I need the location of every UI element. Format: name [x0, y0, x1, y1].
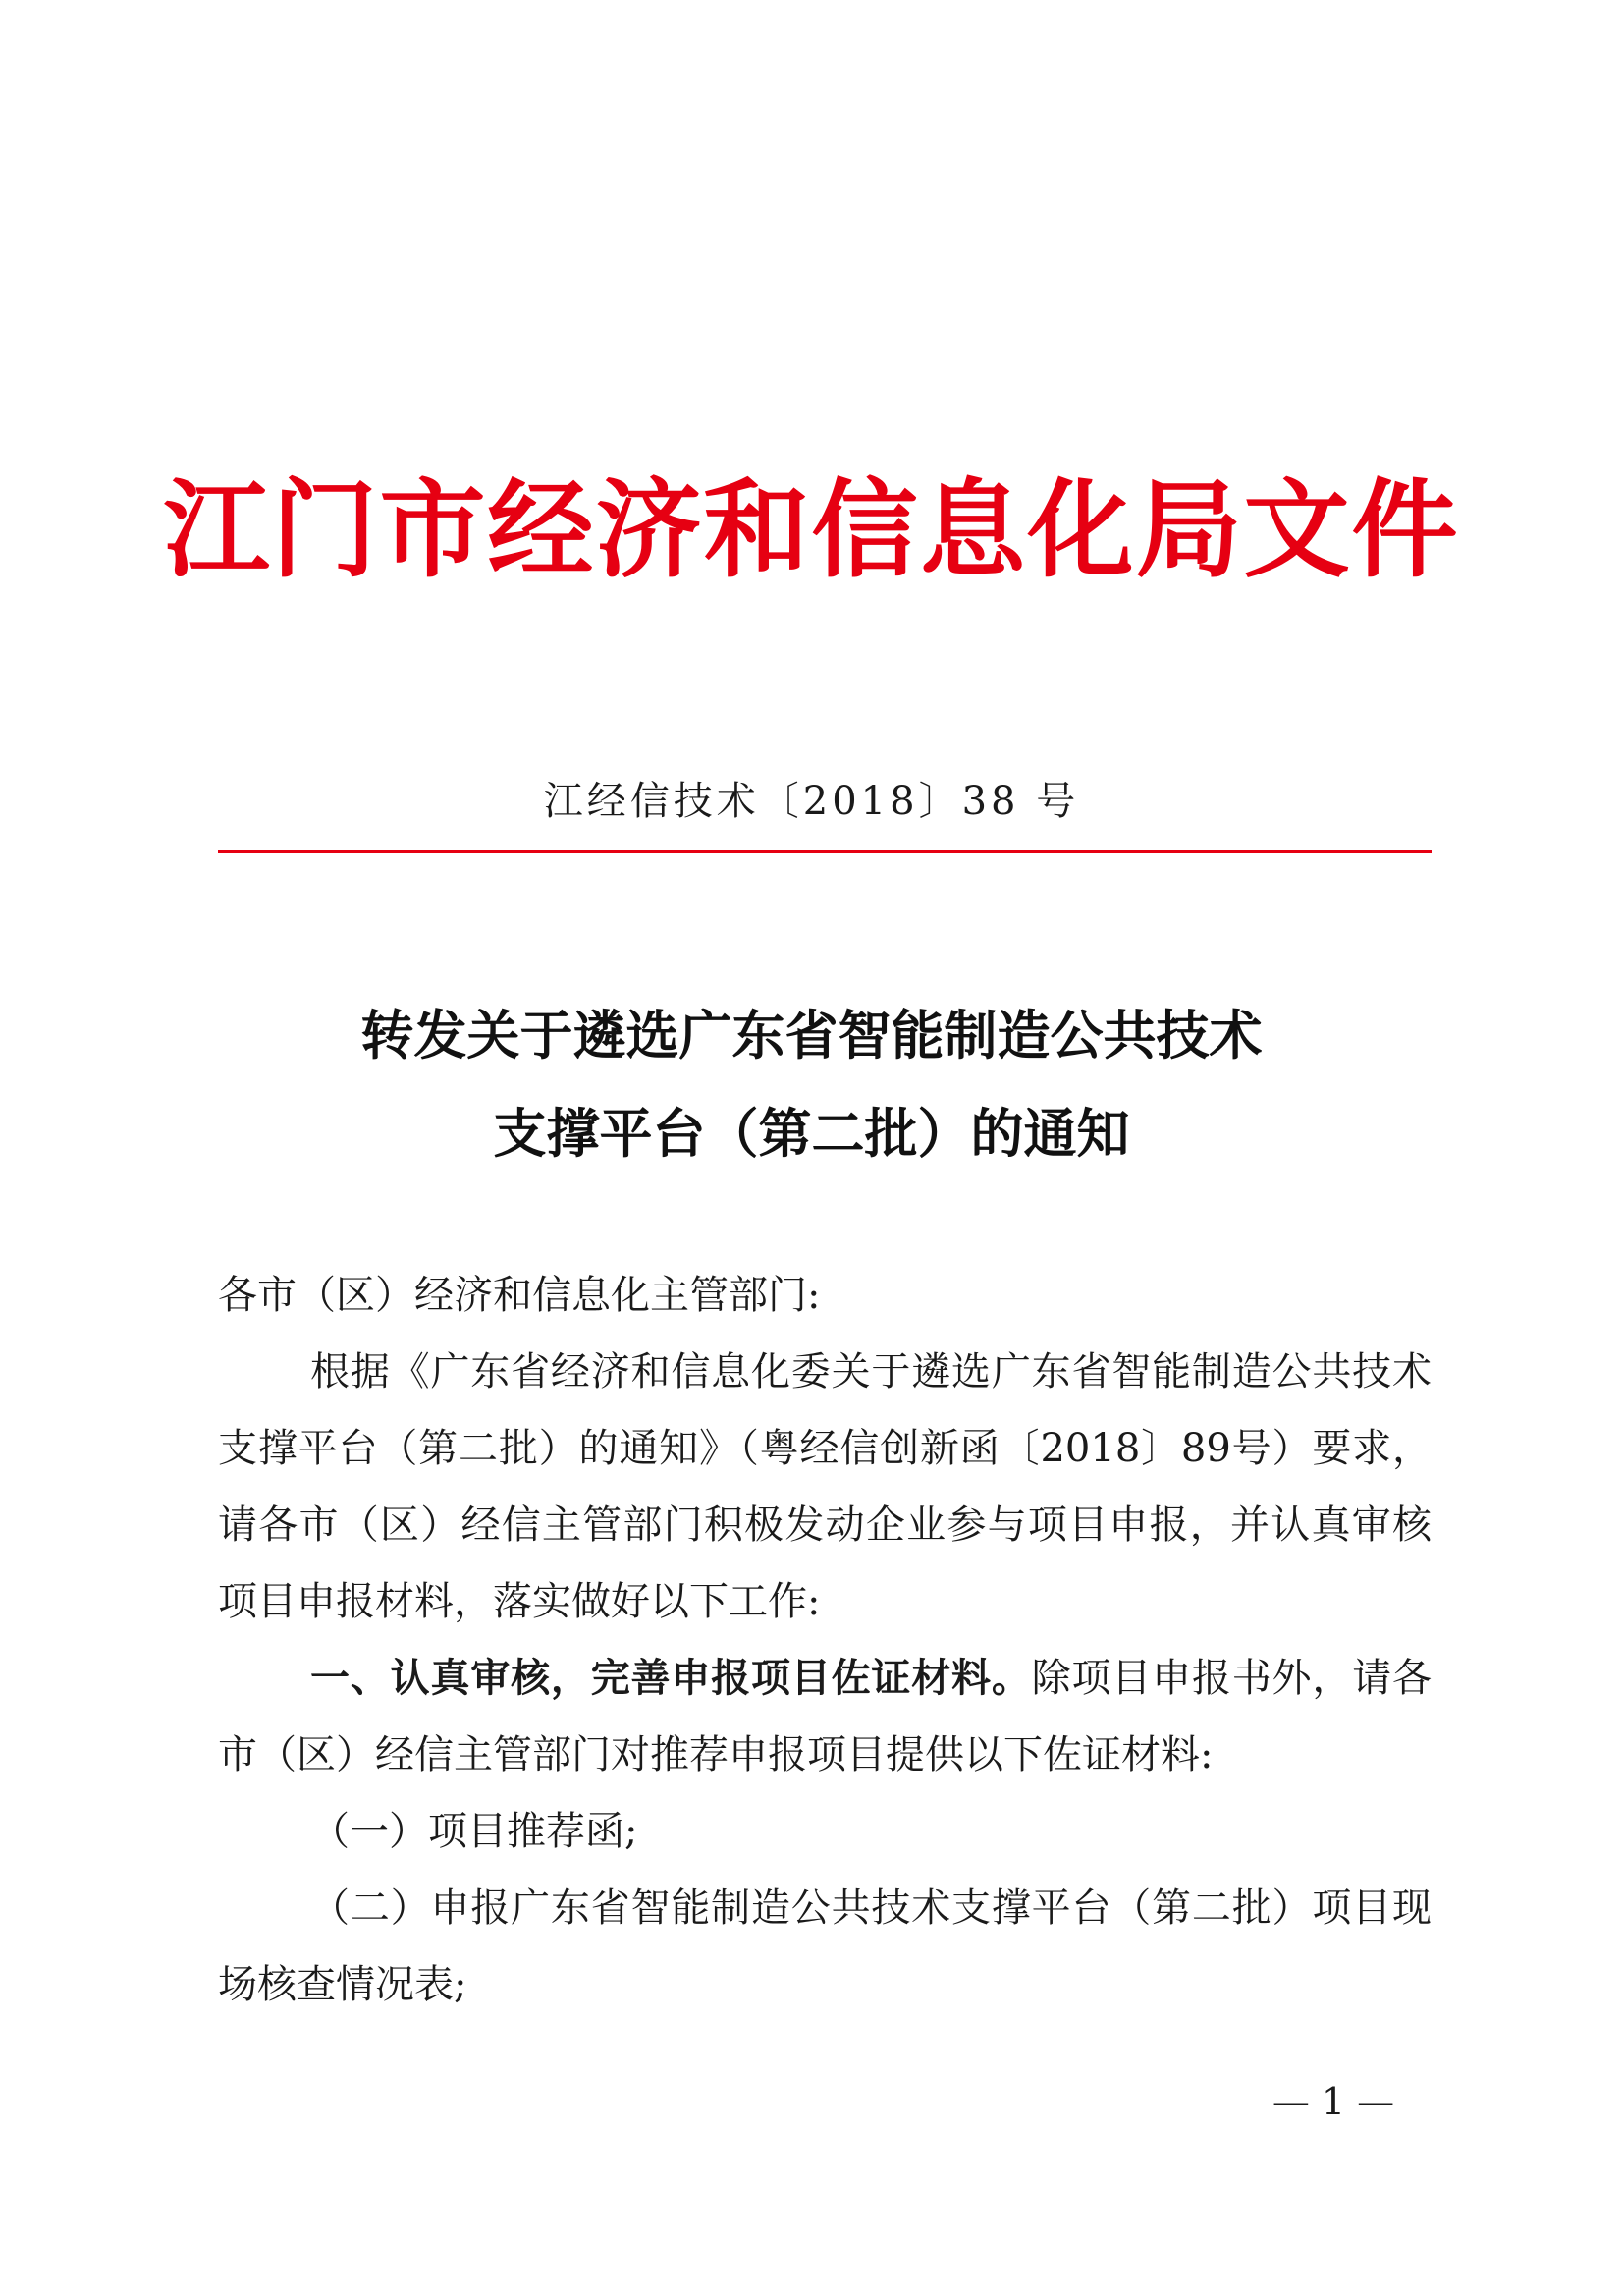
paragraph-2-heading: 一、认真审核，完善申报项目佐证材料。 — [310, 1656, 1032, 1701]
red-separator-line — [218, 850, 1432, 853]
list-item-2: （二）申报广东省智能制造公共技术支撑平台（第二批）项目现场核查情况表; — [218, 1886, 1432, 2007]
notice-title — [0, 987, 1623, 1183]
document-body — [218, 1257, 1432, 2023]
notice-title-line-2: 支撑平台（第二批）的通知 — [493, 1103, 1130, 1165]
paragraph-1: 根据《广东省经济和信息化委关于遴选广东省智能制造公共技术支撑平台（第二批）的通知》（粤经信创新函〔2018〕89号）要求，请各市（区）经信主管部门积极发动企业参与项目申报，并认真审核项目申报材料，落实做好以下工作: — [218, 1349, 1432, 1624]
page-number: — 1 — — [1271, 2080, 1395, 2123]
paragraph-2-text: 除项目申报书外，请各市（区）经信主管部门对推荐申报项目提供以下佐证材料: — [218, 1656, 1433, 1777]
masthead-title: 江门市经济和信息化局文件 — [163, 468, 1460, 592]
paragraph-2 — [218, 1640, 1432, 1793]
document-number: 江经信技术〔2018〕38 号 — [543, 779, 1080, 824]
notice-title-line-1: 转发关于遴选广东省智能制造公共技术 — [360, 1005, 1263, 1066]
salutation: 各市（区）经济和信息化主管部门: — [218, 1273, 821, 1318]
list-item-1: （一）项目推荐函; — [310, 1809, 638, 1854]
